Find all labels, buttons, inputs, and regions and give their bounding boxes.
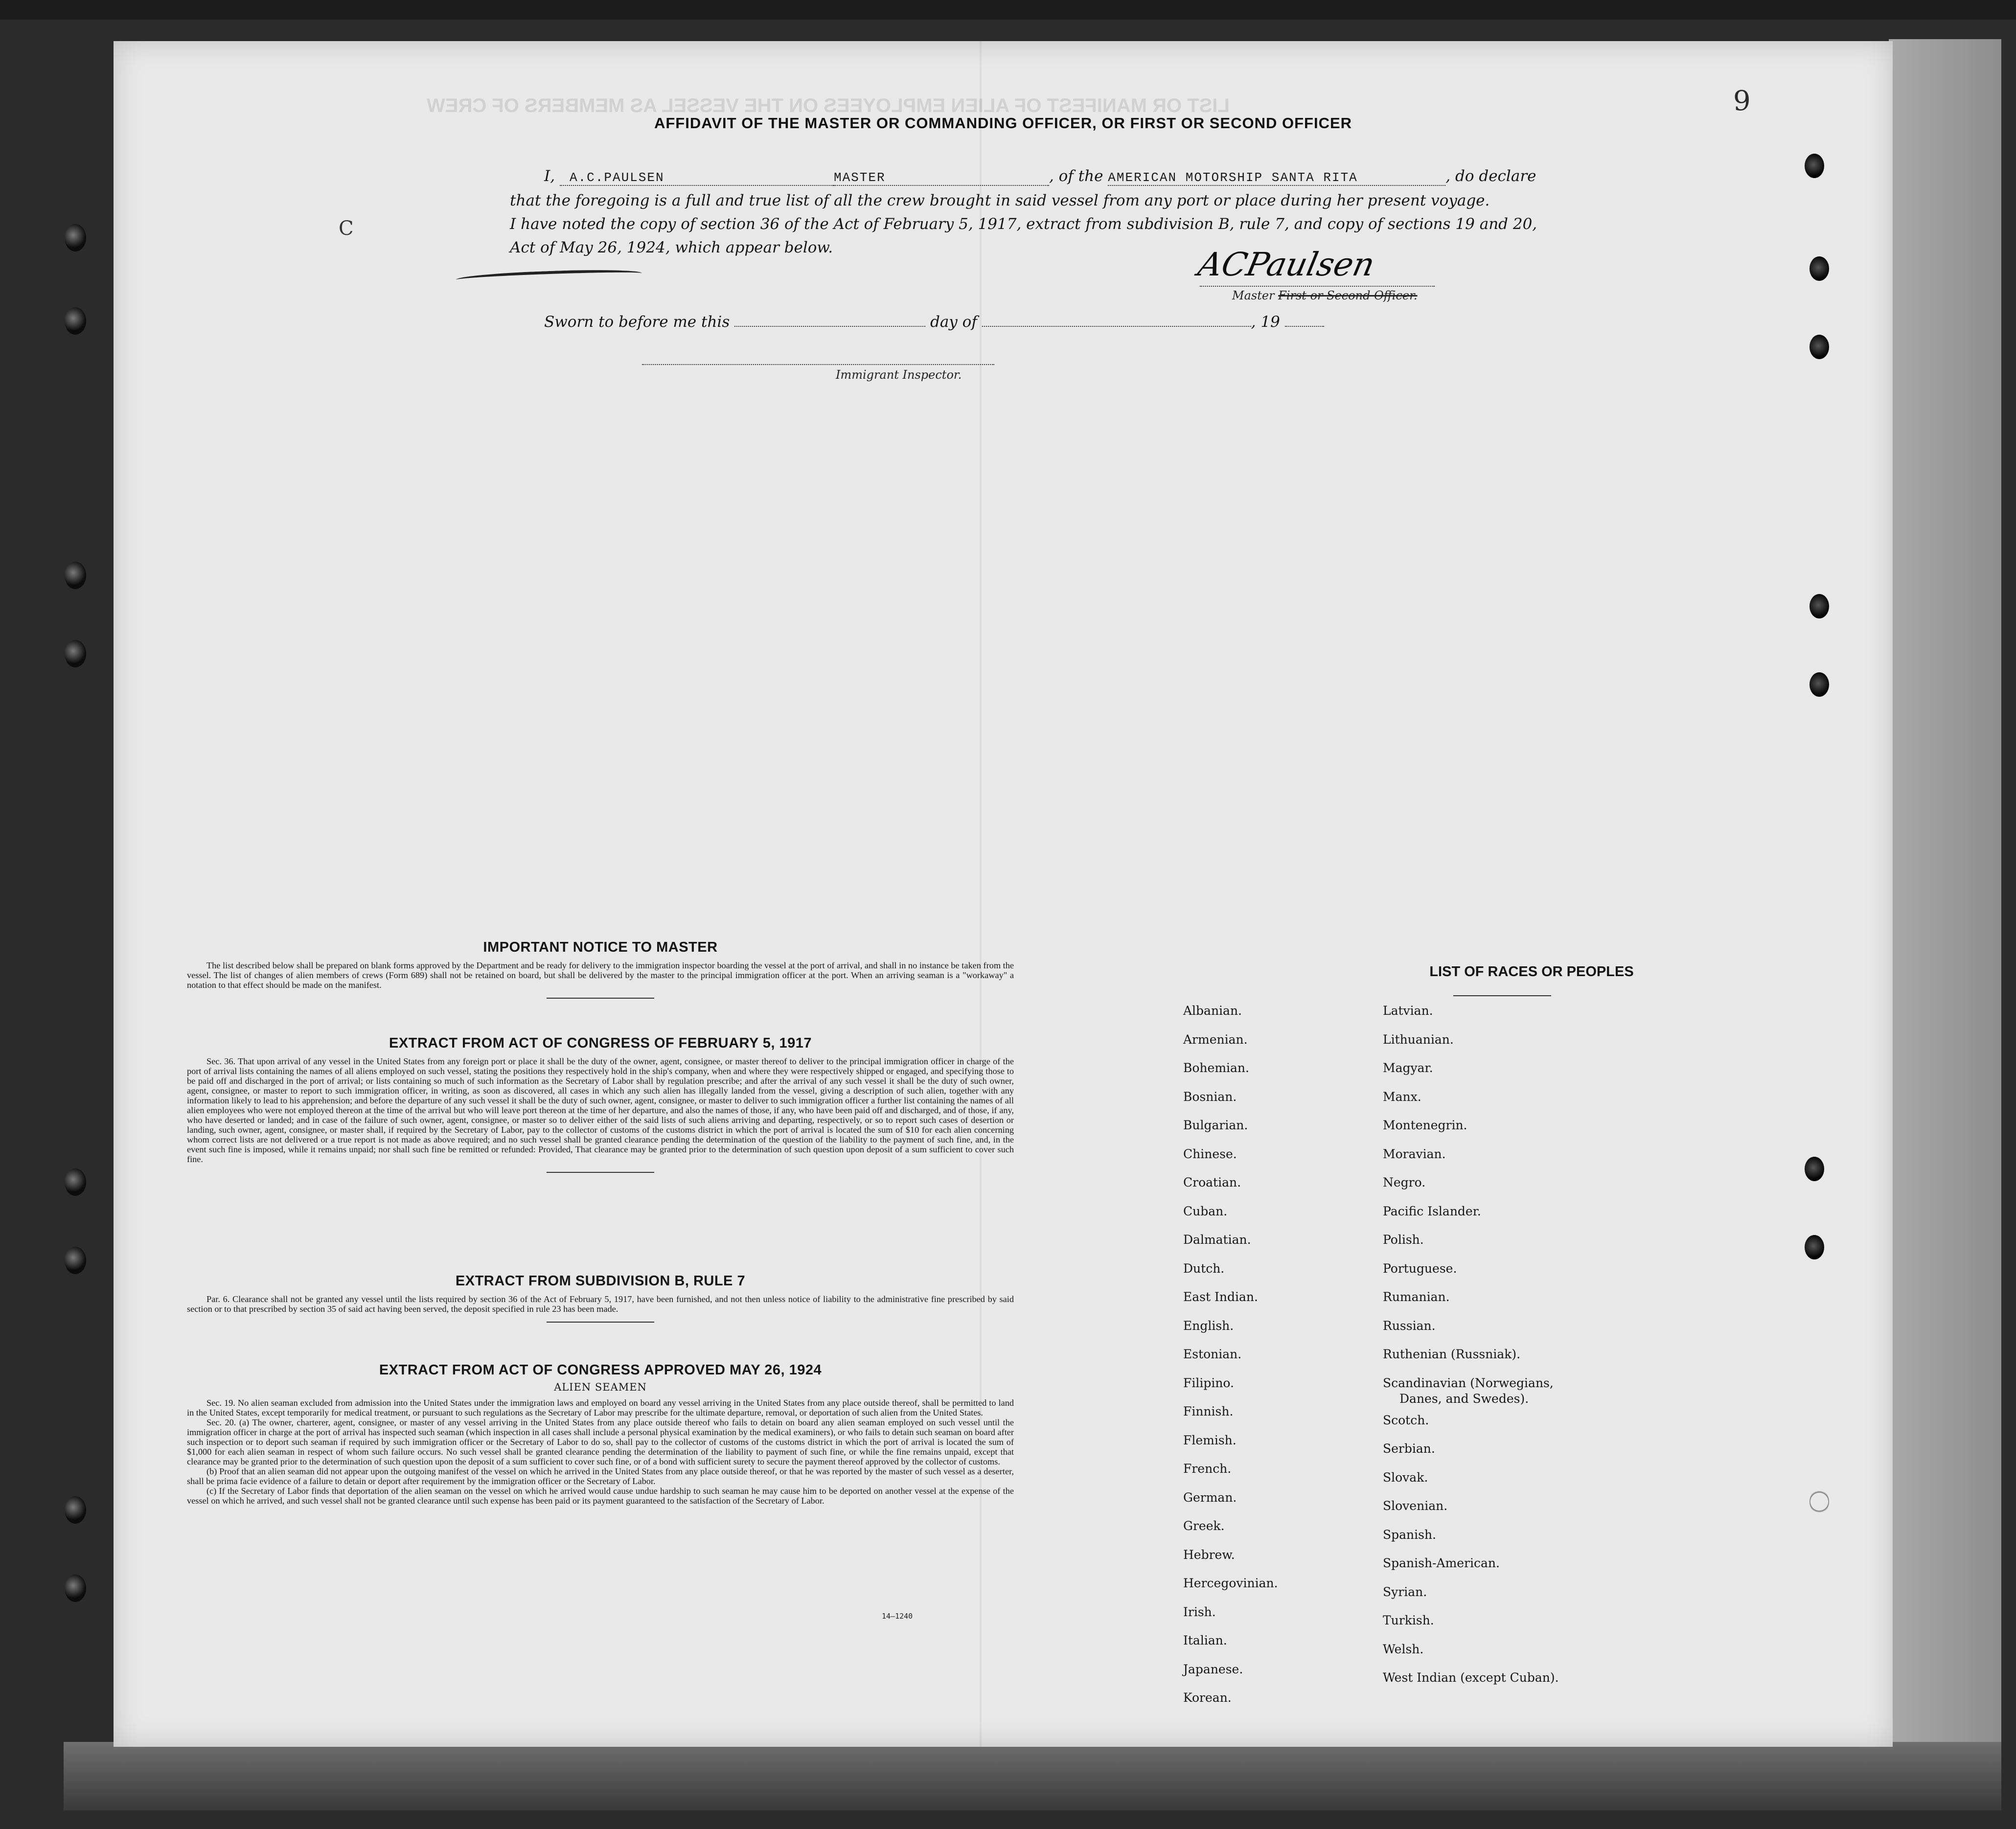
list-item: Greek. [1183,1519,1225,1533]
list-item: Croatian. [1183,1175,1241,1189]
binder-hole [65,1575,86,1602]
page-number-mark: 9 [1733,85,1751,117]
punch-hole [1810,594,1829,618]
list-item: Spanish. [1383,1527,1437,1542]
sec-20a-paragraph: Sec. 20. (a) The owner, charterer, agent, consignee, or master of any vessel arriving in the United States from any place outside thereof who fails to detain on board any alien seaman employed on such vessel until the immigration officer in charge at the port of arrival has inspected such seaman (which inspection in all cases shall include a personal physical examination by the medical examiners), or who fails to detain such seaman on board after such inspection or to deport such seaman if required by such immigration officer or the Secretary of Labor to do so, shall pay to the collector of customs of the customs district in which the port of arrival is located the sum of $1,000 for each alien seaman in respect of whom such failure occurs. No such vessel shall be granted clearance pending the determination of the liability to payment of such fine, or while the fine remains unpaid, except that clearance may be granted prior to the determination of such question upon the deposit of a sum sufficient to cover such fine, or of a bond with sufficient surety to secure the payment thereof approved by the collector of customs. [187,1417,1014,1466]
affidavit-title: AFFIDAVIT OF THE MASTER OR COMMANDING OFFICER, OR FIRST OR SECOND OFFICER [654,114,1352,132]
list-item: Lithuanian. [1383,1032,1454,1047]
scan-edge-top [0,0,2016,20]
list-item: Scotch. [1383,1413,1429,1427]
list-item: Pacific Islander. [1383,1204,1481,1218]
list-item: Ruthenian (Russniak). [1383,1347,1521,1361]
sworn-year-label: , 19 [1251,313,1280,331]
punch-hole [1810,335,1829,359]
list-item: East Indian. [1183,1290,1258,1304]
signature-title-struck: First or Second Officer. [1278,289,1418,302]
ink-scribble [456,268,642,285]
list-item: Slovak. [1383,1470,1428,1485]
document-sheet [114,41,1893,1747]
declaration-i: I, [544,167,555,185]
binder-hole [65,1496,86,1524]
list-item: Estonian. [1183,1347,1242,1361]
master-signature: ACPaulsen [1194,246,1378,283]
punch-hole [1805,1235,1824,1259]
punch-hole [1805,1157,1824,1181]
extract-1917-title: EXTRACT FROM ACT OF CONGRESS OF FEBRUARY 5, 1917 [389,1035,812,1051]
list-item: Japanese. [1183,1662,1243,1676]
punch-hole [1810,1489,1829,1514]
form-number: 14—1240 [882,1612,913,1621]
list-item: Latvian. [1383,1004,1433,1018]
races-left-column [1183,1003,1278,1719]
list-item: Chinese. [1183,1146,1237,1161]
list-item: Syrian. [1383,1584,1427,1599]
list-item: Filipino. [1183,1375,1234,1390]
punch-hole [1810,256,1829,281]
list-item: Polish. [1383,1233,1424,1247]
races-title: LIST OF RACES OR PEOPLES [1429,964,1634,980]
list-item: Rumanian. [1383,1290,1450,1304]
list-item: Negro. [1383,1175,1426,1189]
sec-20c-paragraph: (c) If the Secretary of Labor finds that deportation of the alien seaman on the vessel on which he arrived would cause undue hardship to such seaman he may cause him to be deported on another vessel at the expense of the vessel on which he arrived, and such vessel shall not be granted clearance until such expense has been paid or its payment guaranteed to the satisfaction of the Secretary of Labor. [187,1486,1014,1506]
do-declare-label: , do declare [1445,167,1536,185]
list-item: Scandinavian (Norwegians, Danes, and Swedes). [1383,1375,1554,1406]
vessel-name-value: AMERICAN MOTORSHIP SANTA RITA [1108,170,1358,185]
list-item: German. [1183,1490,1237,1505]
inspector-signature-line [642,364,994,365]
sworn-line [544,313,1324,331]
extract-1924-subtitle: ALIEN SEAMEN [554,1381,647,1393]
signature-title [1232,289,1418,302]
section-divider [547,1172,654,1173]
inspector-label: Immigrant Inspector. [836,368,962,382]
list-item: Spanish-American. [1383,1556,1500,1570]
punch-hole [1810,672,1829,697]
list-item: Flemish. [1183,1433,1237,1447]
master-name-field [560,167,834,186]
margin-mark: C [339,217,354,240]
list-item: Montenegrin. [1383,1118,1467,1132]
sworn-day-label: day of [930,313,977,331]
punch-hole [1805,154,1824,178]
bleed-through-header: LIST OR MANIFEST OF ALIEN EMPLOYEES ON THE VESSEL AS MEMBERS OF CREW [427,95,1230,116]
races-right-column [1383,1003,1559,1699]
notice-title: IMPORTANT NOTICE TO MASTER [483,939,718,955]
underlying-sheet-bottom [64,1742,2001,1810]
list-item: Dutch. [1183,1261,1225,1276]
list-item: Bosnian. [1183,1089,1237,1104]
binder-hole [65,1247,86,1274]
binder-hole [65,224,86,251]
extract-1917 [187,1035,1014,1173]
binder-hole [65,640,86,667]
extract-rule7-title: EXTRACT FROM SUBDIVISION B, RULE 7 [455,1273,746,1289]
rank-value: MASTER [833,170,886,185]
of-the-label: , of the [1049,167,1103,185]
section-divider [547,998,654,999]
races-divider [1453,995,1551,996]
signature-title-master: Master [1232,289,1275,302]
list-item: English. [1183,1318,1234,1333]
list-item: Bohemian. [1183,1061,1249,1075]
extract-1924-title: EXTRACT FROM ACT OF CONGRESS APPROVED MAY 26, 1924 [379,1362,822,1378]
vessel-name-field [1108,167,1445,186]
list-item: Cuban. [1183,1204,1228,1218]
list-item: Italian. [1183,1633,1227,1647]
list-item: Welsh. [1383,1642,1424,1656]
binder-hole [65,562,86,589]
section-divider [547,1322,654,1323]
signature-line [1200,286,1435,287]
sec-19-paragraph: Sec. 19. No alien seaman excluded from admission into the United States under the immigration laws and employed on board any vessel arriving in the United States from any place outside thereof, shall be permitted to land in the United States, except temporarily for medical treatment, or pursuant to such regulations as the Secretary of Labor may prescribe for the ultimate departure, removal, or deportation of such alien from the United States. [187,1398,1014,1417]
binder-hole [65,1168,86,1196]
list-item: Manx. [1383,1089,1421,1104]
list-item: Bulgarian. [1183,1118,1248,1132]
notice-body: The list described below shall be prepared on blank forms approved by the Department and be ready for delivery to the immigration inspector boarding the vessel at the port of arrival, and shall in no instance be taken from the vessel. The list of changes of alien members of crews (Form 689) shall not be retained on board, but shall be delivered by the master to the principal immigration officer at the port. When an arriving seaman is a "workaway" a notation to that effect should be made on the manifest. [187,960,1014,990]
sworn-month-field [982,326,1251,327]
list-item: Slovenian. [1383,1499,1448,1513]
declaration-line-4: Act of May 26, 1924, which appear below. [510,239,833,256]
important-notice [187,939,1014,999]
sworn-year-field [1285,326,1324,327]
list-item: Moravian. [1383,1146,1446,1161]
master-name-value: A.C.PAULSEN [569,170,664,185]
list-item: Turkish. [1383,1613,1434,1627]
extract-rule7 [187,1273,1014,1323]
sworn-prefix: Sworn to before me this [544,313,730,331]
declaration-line-2: that the foregoing is a full and true list of all the crew brought in said vessel from any port or place during her present voyage. [510,192,1490,209]
list-item: Irish. [1183,1604,1216,1619]
list-item: Dalmatian. [1183,1233,1251,1247]
binder-hole [65,307,86,335]
list-item: Hercegovinian. [1183,1576,1278,1590]
extract-1924-body [187,1398,1014,1506]
list-item: Korean. [1183,1691,1232,1705]
list-item: Albanian. [1183,1004,1242,1018]
list-item: Russian. [1383,1318,1436,1333]
list-item: Finnish. [1183,1404,1234,1418]
rank-field [834,167,1049,186]
list-item: Hebrew. [1183,1547,1235,1562]
list-item: Portuguese. [1383,1261,1457,1276]
extract-1917-body: Sec. 36. That upon arrival of any vessel in the United States from any foreign port or place it shall be the duty of the owner, agent, consignee, or master thereof to deliver to the principal immigration officer in charge of the port of arrival lists containing the names of all aliens employed on such vessel, stating the positions they respectively hold in the ship's company, when and where they were respectively shipped or engaged, and specifying those to be paid off and discharged in the port of arrival; or lists containing so much of such information as the Secretary of Labor shall by regulation prescribe; and after the arrival of any such vessel it shall be the duty of such owner, agent, consignee, or master to report to such immigration officer, in writing, as soon as discovered, all cases in which any such alien has illegally landed from the vessel, giving a description of such alien, together with any information likely to lead to his apprehension; and before the departure of any such vessel it shall be the duty of such owner, agent, consignee, or master to deliver to such immigration officer a further list containing the names of all alien employees who were not employed thereon at the time of the arrival but who will leave port thereon at the time of her departure, and also the names of those, if any, who have been paid off and discharged, and of those, if any, who have deserted or landed; and in case of the failure of such owner, agent, consignee, or master so to deliver either of the said lists of such aliens arriving and departing, respectively, or so to report such cases of desertion or landing, such owner, agent, consignee, or master shall, if required by the Secretary of Labor, pay to the collector of customs of the customs district in which the port of arrival is located the sum of $10 for each alien concerning whom correct lists are not delivered or a true report is not made as above required; and no such vessel shall be granted clearance pending the determination of the question of the liability to the payment of such fine, and, in the event such fine is imposed, while it remains unpaid; nor shall such fine be remitted or refunded: Provided, That clearance may be granted prior to the determination of such question upon deposit of a sum sufficient to cover such fine. [187,1056,1014,1164]
list-item: Armenian. [1183,1032,1248,1047]
extract-1924 [187,1362,1014,1506]
list-item: French. [1183,1462,1232,1476]
sworn-date-field [734,326,925,327]
list-item: Serbian. [1383,1441,1435,1456]
declaration-line-3: I have noted the copy of section 36 of the Act of February 5, 1917, extract from subdivision B, rule 7, and copy of sections 19 and 20, [510,215,1537,233]
declaration-line-1 [544,167,1536,186]
list-item: Magyar. [1383,1061,1433,1075]
extract-rule7-body: Par. 6. Clearance shall not be granted any vessel until the lists required by section 36 of the Act of February 5, 1917, have been furnished, and not then unless notice of liability to the administrative fine prescribed by said section or to that prescribed by section 35 of said act having been served, the deposit specified in rule 23 has been made. [187,1294,1014,1314]
sec-20b-paragraph: (b) Proof that an alien seaman did not appear upon the outgoing manifest of the vessel on which he arrived in the United States from any place outside thereof, or that he was reported by the master of such vessel as a deserter, shall be prima facie evidence of a failure to detain or deport after requirement by the immigration officer or the Secretary of Labor. [187,1466,1014,1486]
list-item: West Indian (except Cuban). [1383,1670,1559,1685]
underlying-sheet-right [1889,39,2001,1771]
